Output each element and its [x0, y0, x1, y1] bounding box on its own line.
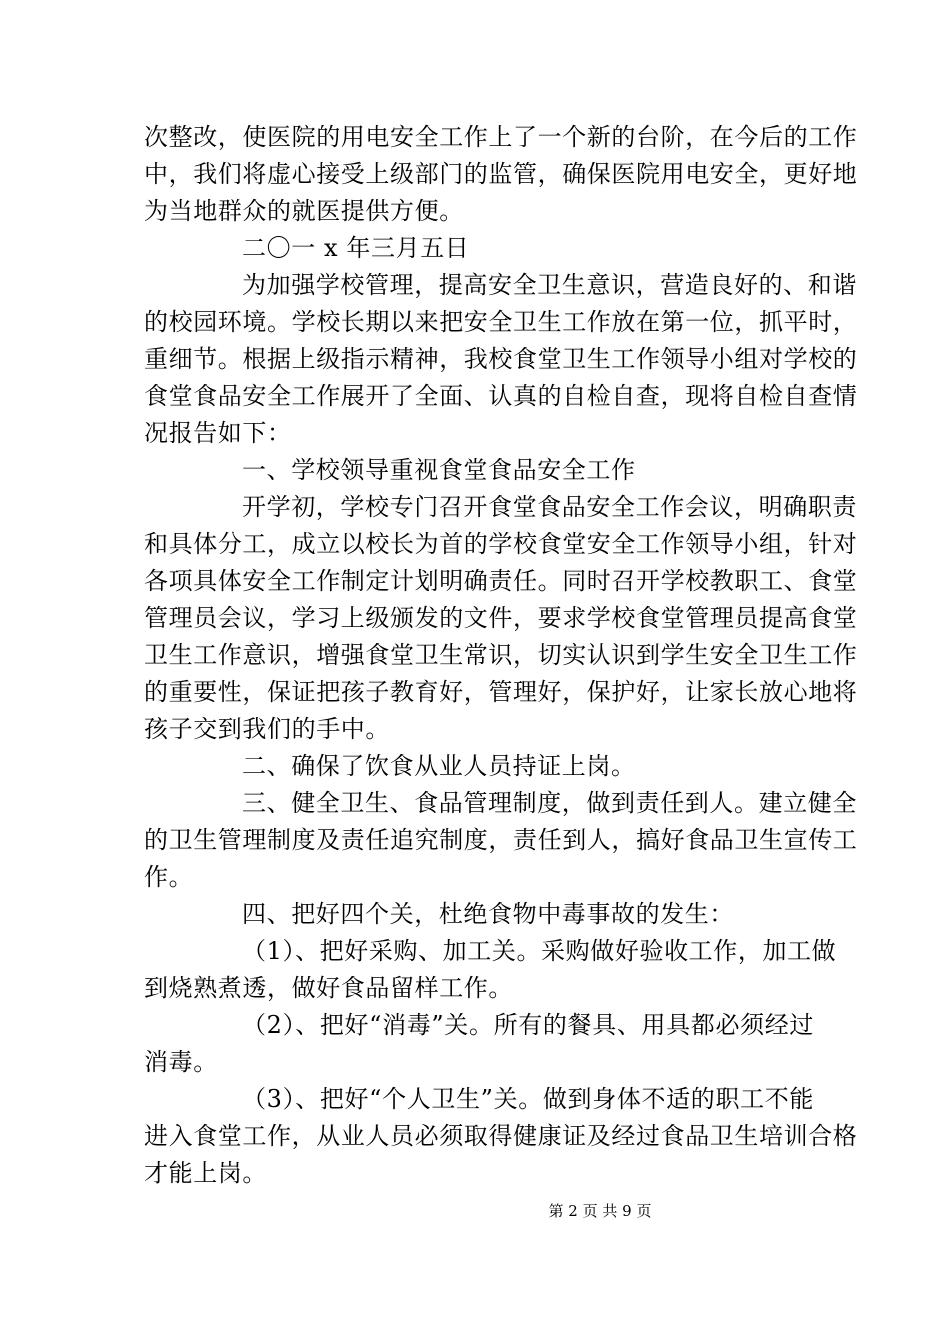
body-text-line: 管理员会议，学习上级颁发的文件，要求学校食堂管理员提高食堂: [144, 604, 858, 632]
list-item: （2）、把好“消毒”关。所有的餐具、用具都必须经过: [242, 1011, 814, 1039]
body-text-line: 的校园环境。学校长期以来把安全卫生工作放在第一位，抓平时，: [144, 308, 858, 336]
body-text-line: 的卫生管理制度及责任追究制度，责任到人，搞好食品卫生宣传工: [144, 826, 858, 854]
body-text-line: 和具体分工，成立以校长为首的学校食堂安全工作领导小组，针对: [144, 530, 858, 558]
body-text-line: 食堂食品安全工作展开了全面、认真的自检自查，现将自检自查情: [144, 382, 858, 410]
list-item: （3）、把好“个人卫生”关。做到身体不适的职工不能: [242, 1085, 814, 1113]
body-text-line: 况报告如下：: [144, 419, 292, 447]
body-text-line: 作。: [144, 863, 194, 891]
body-text-line: 次整改，使医院的用电安全工作上了一个新的台阶，在今后的工作: [144, 123, 858, 151]
body-text-line: 卫生工作意识，增强食堂卫生常识，切实认识到学生安全卫生工作: [144, 641, 858, 669]
body-text-line: 消毒。: [144, 1048, 218, 1076]
section-heading: 三、健全卫生、食品管理制度，做到责任到人。建立健全: [242, 789, 857, 817]
section-heading: 一、学校领导重视食堂食品安全工作: [242, 456, 636, 484]
body-text-line: 的重要性，保证把孩子教育好，管理好，保护好，让家长放心地将: [144, 678, 858, 706]
body-text-line: 孩子交到我们的手中。: [144, 715, 390, 743]
section-heading: 四、把好四个关，杜绝食物中毒事故的发生：: [242, 900, 734, 928]
body-text-line: 各项具体安全工作制定计划明确责任。同时召开学校教职工、食堂: [144, 567, 858, 595]
body-text-line: 到烧熟煮透，做好食品留样工作。: [144, 974, 513, 1002]
paragraph-start: 开学初，学校专门召开食堂食品安全工作会议，明确职责: [242, 493, 857, 521]
page-number-footer: 第 2 页 共 9 页: [548, 1202, 652, 1220]
body-text-line: 才能上岗。: [144, 1159, 267, 1187]
list-item: （1）、把好采购、加工关。采购做好验收工作，加工做: [242, 937, 837, 965]
body-text-line: 进入食堂工作，从业人员必须取得健康证及经过食品卫生培训合格: [144, 1122, 858, 1150]
body-text-line: 为当地群众的就医提供方便。: [144, 197, 464, 225]
paragraph-start: 为加强学校管理，提高安全卫生意识，营造良好的、和谐: [242, 271, 857, 299]
section-heading: 二、确保了饮食从业人员持证上岗。: [242, 752, 636, 780]
body-text-line: 重细节。根据上级指示精神，我校食堂卫生工作领导小组对学校的: [144, 345, 858, 373]
body-text-line: 中，我们将虚心接受上级部门的监管，确保医院用电安全，更好地: [144, 160, 858, 188]
date-line: 二〇一 x 年三月五日: [242, 234, 470, 262]
